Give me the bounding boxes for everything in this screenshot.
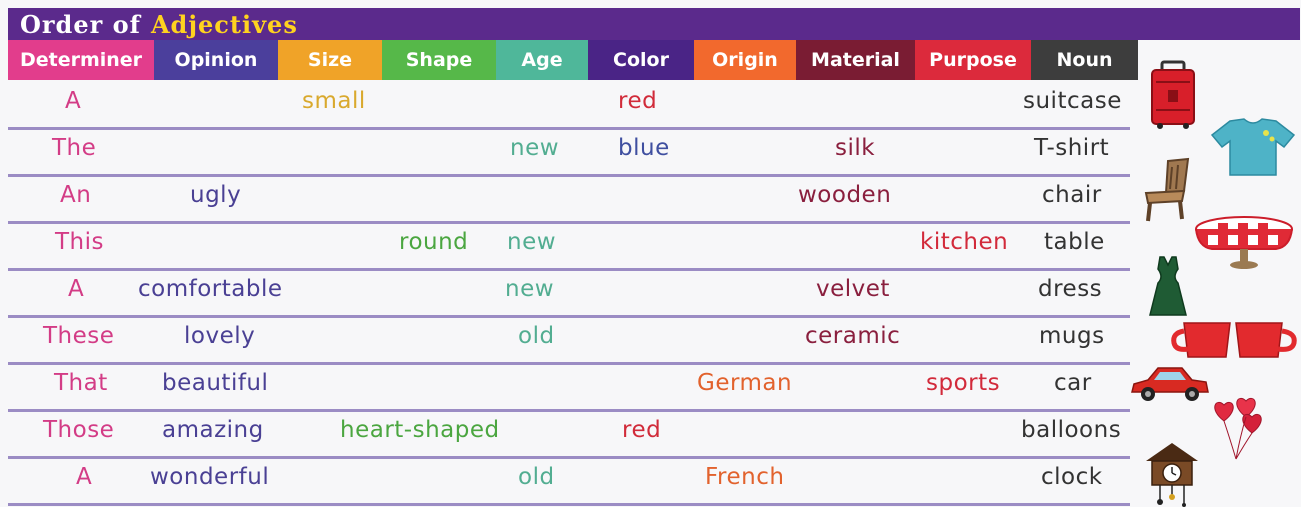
header-label: Opinion (174, 49, 258, 71)
determiner-word: A (76, 464, 93, 490)
purpose-word: sports (926, 370, 1001, 396)
purpose-word: kitchen (920, 229, 1009, 255)
noun-word: suitcase (1023, 88, 1122, 114)
noun-word: T-shirt (1034, 135, 1110, 161)
determiner-word: This (55, 229, 104, 255)
header-origin (694, 40, 796, 80)
opinion-word: comfortable (138, 276, 283, 302)
material-word: velvet (816, 276, 890, 302)
table-row (8, 315, 1130, 365)
header-shape (382, 40, 496, 80)
header-noun (1031, 40, 1138, 80)
noun-word: car (1054, 370, 1092, 396)
header-label: Material (811, 49, 900, 71)
opinion-word: beautiful (162, 370, 269, 396)
table-row (8, 80, 1130, 130)
age-word: old (518, 464, 555, 490)
header-label: Age (521, 49, 563, 71)
header-material (796, 40, 915, 80)
shape-word: round (399, 229, 469, 255)
table-row (8, 409, 1130, 459)
color-word: red (618, 88, 658, 114)
noun-pictures (1130, 55, 1301, 507)
material-word: ceramic (805, 323, 901, 349)
noun-word: dress (1038, 276, 1103, 302)
shape-word: heart-shaped (340, 417, 500, 443)
clock-icon (1144, 441, 1200, 507)
table-icon (1192, 215, 1296, 271)
balloons-icon (1204, 395, 1276, 461)
color-word: red (622, 417, 662, 443)
color-word: blue (618, 135, 670, 161)
table-row (8, 456, 1130, 506)
header-label: Color (613, 49, 669, 71)
header-label: Purpose (929, 49, 1017, 71)
table-row (8, 221, 1130, 271)
determiner-word: The (52, 135, 97, 161)
origin-word: French (705, 464, 785, 490)
header-determiner (8, 40, 154, 80)
dress-icon (1146, 255, 1190, 317)
material-word: wooden (798, 182, 892, 208)
title-bar (8, 8, 1300, 40)
size-word: small (302, 88, 366, 114)
t-shirt-icon (1210, 117, 1296, 177)
header-age (496, 40, 588, 80)
noun-word: clock (1041, 464, 1103, 490)
header-label: Determiner (19, 49, 143, 71)
header-label: Shape (405, 49, 473, 71)
header-label: Noun (1056, 49, 1113, 71)
title-part2: Adjectives (150, 9, 298, 39)
header-opinion (154, 40, 278, 80)
opinion-word: ugly (190, 182, 242, 208)
noun-word: table (1044, 229, 1105, 255)
age-word: new (505, 276, 555, 302)
noun-word: chair (1042, 182, 1102, 208)
suitcase-icon (1148, 60, 1198, 130)
age-word: new (510, 135, 560, 161)
determiner-word: These (43, 323, 115, 349)
determiner-word: That (54, 370, 108, 396)
determiner-word: A (65, 88, 82, 114)
header-size (278, 40, 382, 80)
column-headers (8, 40, 1138, 80)
header-label: Origin (712, 49, 778, 71)
determiner-word: A (68, 276, 85, 302)
determiner-word: Those (43, 417, 115, 443)
age-word: new (507, 229, 557, 255)
table-row (8, 268, 1130, 318)
mugs-icon (1170, 317, 1300, 361)
opinion-word: amazing (162, 417, 264, 443)
header-purpose (915, 40, 1031, 80)
age-word: old (518, 323, 555, 349)
table-row (8, 362, 1130, 412)
noun-word: mugs (1039, 323, 1105, 349)
opinion-word: lovely (184, 323, 256, 349)
title-part1: Order of (20, 9, 141, 39)
noun-word: balloons (1021, 417, 1122, 443)
material-word: silk (835, 135, 876, 161)
origin-word: German (697, 370, 793, 396)
opinion-word: wonderful (150, 464, 270, 490)
header-color (588, 40, 694, 80)
car-icon (1130, 360, 1210, 404)
chair-icon (1140, 157, 1195, 223)
header-label: Size (307, 49, 353, 71)
determiner-word: An (60, 182, 92, 208)
table-row (8, 127, 1130, 177)
table-row (8, 174, 1130, 224)
